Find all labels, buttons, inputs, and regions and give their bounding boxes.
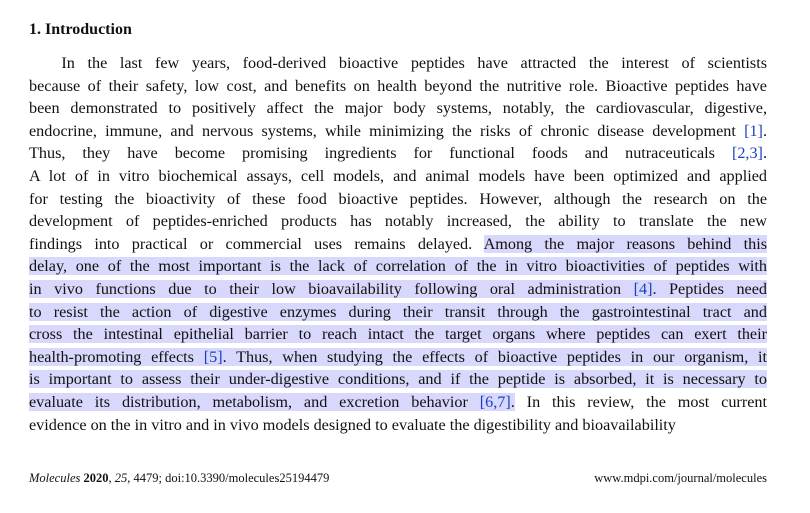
citation-link[interactable]: [6,7] (479, 393, 511, 411)
paragraph-line (29, 255, 767, 277)
paragraph-line (29, 210, 767, 232)
paragraph-line (29, 233, 767, 255)
line-text: development of peptides-enriched products has notably increased, the ability to translate the new (29, 212, 767, 231)
footer-separator: , (108, 471, 115, 485)
highlighted-text: . (510, 393, 515, 411)
citation-link[interactable]: [4] (633, 280, 653, 298)
paragraph-line (29, 97, 767, 119)
citation-link[interactable]: [1] (744, 121, 763, 140)
footer-journal: Molecules (29, 471, 81, 485)
citation-link[interactable]: [2,3] (731, 144, 763, 163)
paragraph-line (29, 142, 767, 164)
paragraph-line (29, 188, 767, 210)
highlighted-text: cross the intestinal epithelial barrier to reach intact the target organs where peptides can exert their (29, 325, 767, 344)
paragraph-line (29, 165, 767, 187)
paragraph-line (29, 414, 767, 436)
line-text: endocrine, immune, and nervous systems, while minimizing the risks of chronic disease development (29, 121, 745, 140)
paragraph-line (29, 278, 767, 300)
paragraph-line (29, 75, 767, 97)
highlighted-text: evaluate its distribution, metabolism, and excretion behavior (29, 393, 480, 411)
section-title: Introduction (45, 21, 132, 38)
line-text: In the last few years, food-derived bioactive peptides have attracted the interest of scientists (29, 54, 767, 72)
footer-website-link[interactable]: www.mdpi.com/journal/molecules (594, 471, 767, 485)
line-text: for testing the bioactivity of these food bioactive peptides. However, although the research on the (29, 189, 767, 208)
footer-volume: 25 (114, 471, 128, 485)
highlighted-text: in vivo functions due to their low bioavailability following oral administration (29, 280, 634, 298)
paragraph-line (29, 368, 767, 390)
highlighted-text: delay, one of the most important is the lack of correlation of the in vitro bioactivities of peptides with (29, 257, 767, 276)
paragraph-line (29, 52, 767, 74)
section-heading (29, 20, 132, 40)
footer-citation (29, 470, 329, 486)
highlighted-text: is important to assess their under-digestive conditions, and if the peptide is absorbed, it is necessary to (29, 370, 767, 389)
line-text: findings into practical or commercial uses remains delayed. (29, 234, 484, 253)
highlighted-text: . Thus, when studying the effects of bioactive peptides in our organism, it (222, 347, 767, 366)
citation-link[interactable]: [5] (203, 347, 223, 366)
line-text: In this review, the most current (514, 393, 767, 411)
paragraph-line (29, 120, 767, 142)
highlighted-text: health-promoting effects (29, 347, 204, 366)
highlighted-text: Among the major reasons behind this (483, 234, 767, 253)
line-text: Thus, they have become promising ingredients for functional foods and nutraceuticals (29, 144, 732, 163)
line-text: evidence on the in vitro and in vivo models designed to evaluate the digestibility and bioavailability (29, 415, 676, 434)
footer-doi: , 4479; doi:10.3390/molecules25194479 (127, 471, 330, 485)
paragraph-line (29, 391, 767, 413)
footer-year: 2020 (83, 471, 109, 485)
line-text: . (762, 121, 767, 140)
paragraph-line (29, 301, 767, 323)
section-number: 1. (29, 21, 41, 38)
paragraph-line (29, 323, 767, 345)
line-text: been demonstrated to positively affect the major body systems, notably, the cardiovascular, digestive, (29, 99, 767, 118)
paragraph-line (29, 346, 767, 368)
highlighted-text: to resist the action of digestive enzymes during their transit through the gastrointestinal tract and (29, 302, 767, 321)
line-text: A lot of in vitro biochemical assays, cell models, and animal models have been optimized and applied (29, 167, 767, 185)
line-text: . (762, 144, 767, 163)
highlighted-text: . Peptides need (652, 280, 768, 298)
line-text: because of their safety, low cost, and benefits on health beyond the nutritive role. Bioactive peptides have (29, 76, 767, 95)
